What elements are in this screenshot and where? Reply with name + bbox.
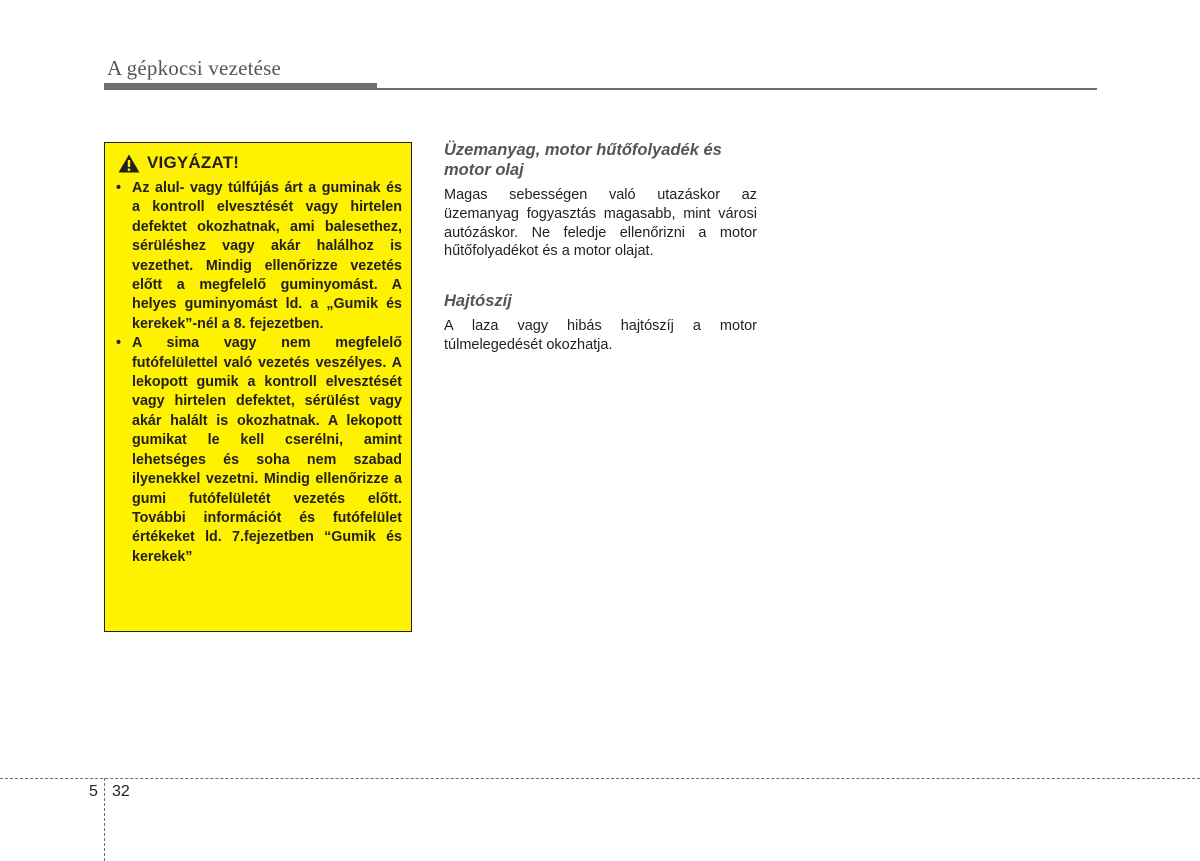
warning-item-text: A sima vagy nem megfelelő futófelülettel való vezetés veszélyes. A lekopott gumik a kontroll elvesztését vagy hirtelen defektet, sérülést vagy akár halált is okozhatnak. A lekopott gumikat le kell cserélni, amint lehetséges és soha nem szabad ilyenekkel vezetni. Mindig ellenőrizze a gumi futófelületét vezetés előtt. További információt és futófelület értékeket ld. 7.fejezetben “Gumik és kerekek” [132,335,402,565]
warning-item [115,334,402,567]
footer-dashed-rule [0,778,1200,779]
bullet: • [116,180,122,196]
spacer [444,261,757,291]
header-rule-thin [377,88,1097,90]
section-fuel-coolant-oil [444,140,757,261]
warning-triangle-icon [118,154,140,173]
footer-dashed-divider [104,778,105,861]
warning-item [115,179,402,334]
chapter-title: A gépkocsi vezetése [107,56,282,80]
section-body: Magas sebességen való utazáskor az üzemanyag fogyasztás magasabb, mint városi autózáskor. Ne feledje ellenőrizni a motor hűtőfolyadékot és a motor olajat. [444,187,757,260]
right-column [444,140,757,355]
section-heading: Üzemanyag, motor hűtőfolyadék és motor olaj [444,141,722,179]
header-rule-thick [104,83,377,90]
warning-title: VIGYÁZAT! [147,153,240,172]
warning-list [115,179,402,567]
chapter-number: 5 [89,783,98,800]
warning-item-text: Az alul- vagy túlfújás árt a guminak és a kontroll elvesztését vagy hirtelen defektet okozhatnak, ami balesethez, sérüléshez vagy akár halálhoz is vezethet. Mindig ellenőrizze vezetés előtt a megfelelő guminyomást. A helyes guminyomást ld. a „Gumik és kerekek”-nél a 8. fejezetben. [132,180,402,332]
warning-header [118,153,402,173]
section-drive-belt [444,291,757,355]
bullet: • [116,335,122,352]
page-number: 32 [112,783,130,800]
section-heading: Hajtószíj [444,292,512,311]
section-body: A laza vagy hibás hajtószíj a motor túlmelegedését okozhatja. [444,318,757,353]
warning-box [104,142,412,632]
